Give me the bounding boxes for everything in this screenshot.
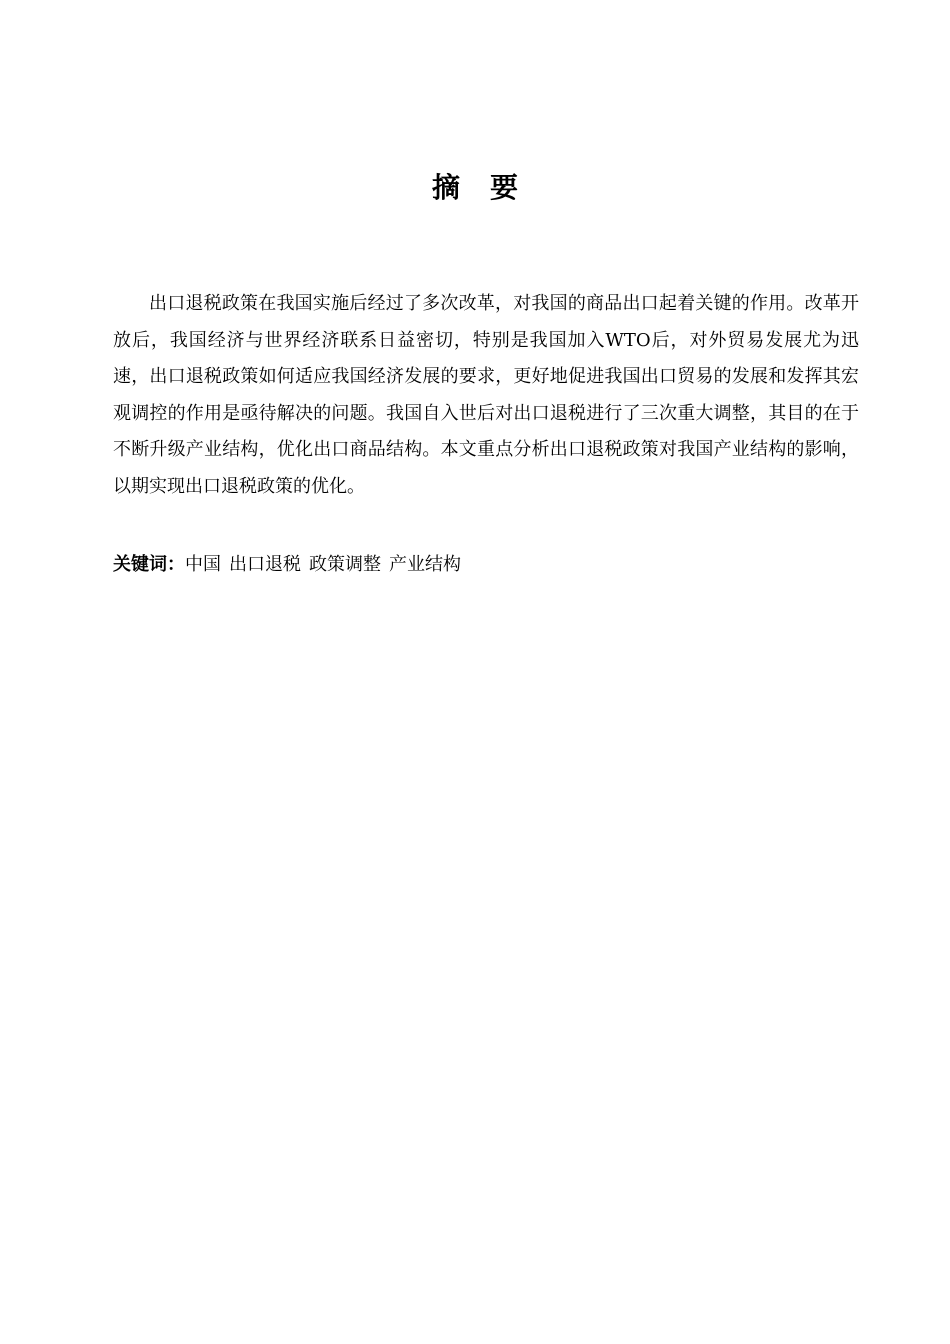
abstract-paragraph: 出口退税政策在我国实施后经过了多次改革，对我国的商品出口起着关键的作用。改革开放后，我国经济与世界经济联系日益密切，特别是我国加入WTO后，对外贸易发展尤为迅速，出口退税政策如何适应我国经济发展的要求，更好地促进我国出口贸易的发展和发挥其宏观调控的作用是亟待解决的问题。我国自入世后对出口退税进行了三次重大调整，其目的在于不断升级产业结构，优化出口商品结构。本文重点分析出口退税政策对我国产业结构的影响，以期实现出口退税政策的优化。 <box>113 293 859 497</box>
title-char: 摘 <box>431 171 460 204</box>
keyword: 政策调整 <box>309 554 381 575</box>
page-title <box>0 168 950 208</box>
keyword: 出口退税 <box>229 554 301 575</box>
keyword: 中国 <box>185 554 221 575</box>
keyword: 产业结构 <box>389 554 461 575</box>
title-char: 要 <box>490 171 519 204</box>
keywords-label: 关键词： <box>113 554 185 575</box>
keywords-line <box>113 546 859 583</box>
